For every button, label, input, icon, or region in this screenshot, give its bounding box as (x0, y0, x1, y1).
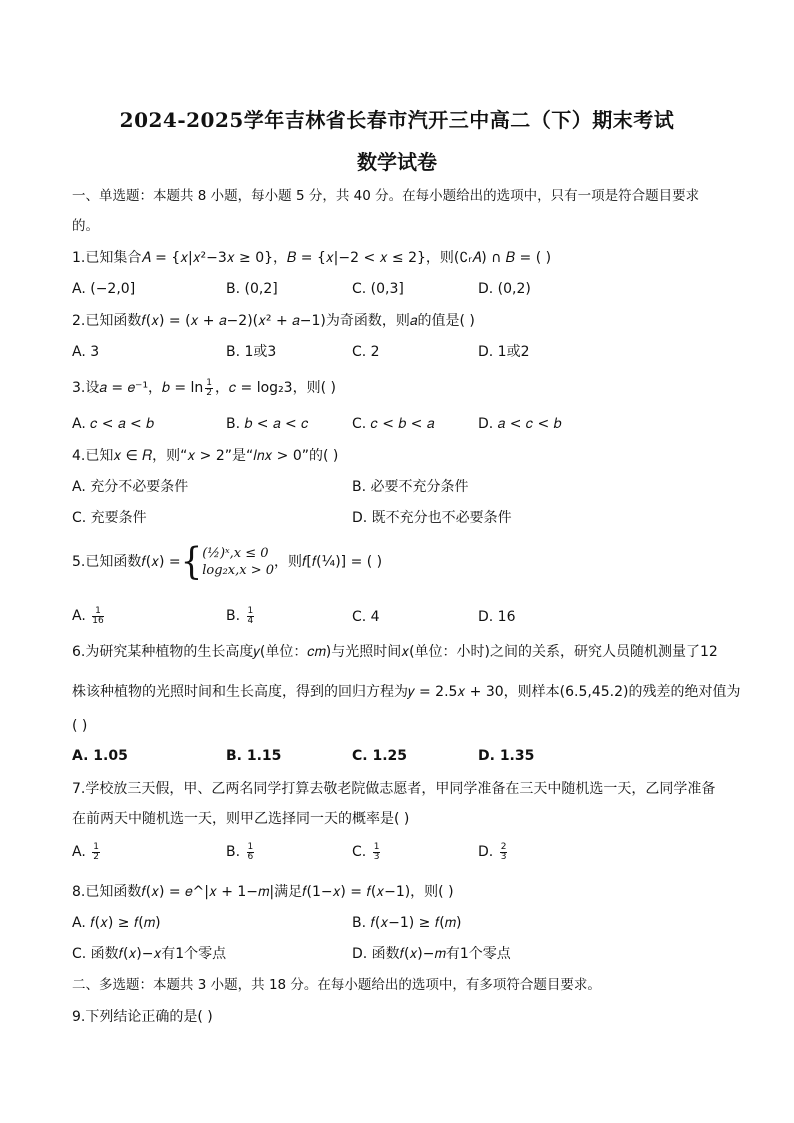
q5-option-b-den: 4 (247, 615, 254, 626)
q5-option-a-label: A. (72, 608, 86, 624)
q4-option-b: B. 必要不充分条件 (352, 479, 469, 495)
q5-option-d: D. 16 (478, 609, 516, 625)
q2-option-a: A. 3 (72, 344, 100, 360)
q1-stem: 1.已知集合𝐴 = {𝑥|𝑥²−3𝑥 ≥ 0}，𝐵 = {𝑥|−2 < 𝑥 ≤ 2}，则(∁ᵣ𝐴) ∩ 𝐵 = ( ) (72, 250, 552, 266)
q6-option-b: B. 1.15 (226, 748, 282, 764)
page-subtitle: 数学试卷 (357, 150, 437, 174)
q9-stem: 9.下列结论正确的是( ) (72, 1009, 213, 1025)
q3-frac-num: 1 (206, 377, 213, 388)
q7-stem-line2: 在前两天中随机选一天，则甲乙选择同一天的概率是( ) (72, 811, 410, 827)
q7-option-d-num: 2 (500, 841, 507, 852)
q7-option-b (226, 842, 256, 862)
q8-option-b: B. 𝑓(𝑥−1) ≥ 𝑓(𝑚) (352, 915, 462, 931)
q3-option-b: B. 𝑏 < 𝑎 < 𝑐 (226, 416, 309, 432)
q7-option-b-frac (247, 843, 255, 862)
q7-option-c-frac (373, 843, 381, 862)
q1-option-c: C. (0,3] (352, 281, 404, 297)
q5-option-b-label: B. (226, 608, 241, 624)
q5-option-b-frac (247, 607, 255, 626)
q7-option-b-label: B. (226, 844, 241, 860)
q3-option-c: C. 𝑐 < 𝑏 < 𝑎 (352, 416, 435, 432)
q5-stem (72, 542, 382, 582)
q7-stem-line1: 7.学校放三天假，甲、乙两名同学打算去敬老院做志愿者，甲同学准备在三天中随机选一天，乙同学准备 (72, 781, 716, 797)
q6-option-d: D. 1.35 (478, 748, 535, 764)
section1-heading-line1: 一、单选题：本题共 8 小题，每小题 5 分，共 40 分。在每小题给出的选项中，只有一项是符合题目要求 (72, 188, 700, 204)
q2-option-d: D. 1或2 (478, 344, 530, 360)
section2-heading: 二、多选题：本题共 3 小题，共 18 分。在每小题给出的选项中，有多项符合题目要求。 (72, 977, 601, 993)
q8-option-a: A. 𝑓(𝑥) ≥ 𝑓(𝑚) (72, 915, 161, 931)
q5-case-1: (½)ˣ,𝑥 ≤ 0 (202, 546, 269, 561)
q3-option-d: D. 𝑎 < 𝑐 < 𝑏 (478, 416, 562, 432)
q5-option-a (72, 606, 106, 626)
q2-stem: 2.已知函数𝑓(𝑥) = (𝑥 + 𝑎−2)(𝑥² + 𝑎−1)为奇函数，则𝑎的值是( ) (72, 313, 475, 329)
q5-option-b-num: 1 (247, 605, 254, 616)
q1-option-d: D. (0,2) (478, 281, 531, 297)
q7-option-a-den: 2 (93, 851, 99, 862)
q7-option-b-num: 1 (247, 841, 254, 852)
q8-stem: 8.已知函数𝑓(𝑥) = 𝑒^|𝑥 + 1−𝑚|满足𝑓(1−𝑥) = 𝑓(𝑥−1)，则( ) (72, 884, 454, 900)
q4-option-a: A. 充分不必要条件 (72, 479, 189, 495)
page-title: 2024-2025学年吉林省长春市汽开三中高二（下）期末考试 (119, 108, 675, 132)
q6-stem-line2: 株该种植物的光照时间和生长高度，得到的回归方程为𝑦 = 2.5𝑥 + 30，则样本(6.5,45.2)的残差的绝对值为 (72, 684, 741, 700)
q7-option-c (352, 842, 382, 862)
q5-option-a-num: 1 (92, 607, 103, 617)
q5-brace: { (180, 540, 203, 584)
q7-option-d (478, 842, 509, 862)
q5-stem-part1: 5.已知函数𝑓(𝑥) = (72, 554, 181, 570)
q4-option-d: D. 既不充分也不必要条件 (352, 510, 512, 526)
q3-stem-part1: 3.设𝑎 = 𝑒⁻¹，𝑏 = ln (72, 380, 204, 396)
q6-option-c: C. 1.25 (352, 748, 408, 764)
q5-option-a-den: 16 (92, 615, 104, 626)
q5-case-2: 𝑙𝑜𝑔₂𝑥,𝑥 > 0 (202, 563, 275, 578)
q7-option-a-frac (92, 843, 100, 862)
q6-stem-line1: 6.为研究某种植物的生长高度𝑦(单位：𝑐𝑚)与光照时间𝑥(单位：小时)之间的关系，研究人员随机测量了12 (72, 644, 718, 660)
q7-option-c-den: 3 (373, 851, 380, 862)
q8-option-c: C. 函数𝑓(𝑥)−𝑥有1个零点 (72, 946, 227, 962)
q8-option-d: D. 函数𝑓(𝑥)−𝑚有1个零点 (352, 946, 511, 962)
q6-stem-line3: ( ) (72, 718, 88, 734)
q6-option-a: A. 1.05 (72, 748, 128, 764)
q2-option-b: B. 1或3 (226, 344, 277, 360)
q3-frac-den: 2 (206, 387, 213, 398)
q7-option-d-frac (500, 843, 508, 862)
q7-option-a-label: A. (72, 844, 86, 860)
q7-option-c-label: C. (352, 844, 367, 860)
q7-option-a (72, 842, 102, 862)
q4-stem: 4.已知𝑥 ∈ 𝑅，则“𝑥 > 2”是“𝑙𝑛𝑥 > 0”的( ) (72, 448, 339, 464)
q3-stem (72, 378, 336, 398)
q1-option-b: B. (0,2] (226, 281, 278, 297)
q5-option-c: C. 4 (352, 609, 380, 625)
q7-option-c-num: 1 (373, 841, 380, 852)
q2-option-c: C. 2 (352, 344, 380, 360)
q1-option-a: A. (−2,0] (72, 281, 136, 297)
q5-option-b (226, 606, 256, 626)
q5-option-a-frac (92, 607, 103, 626)
q4-option-c: C. 充要条件 (72, 510, 147, 526)
q5-piecewise (202, 545, 274, 579)
q7-option-b-den: 6 (247, 851, 254, 862)
q7-option-d-label: D. (478, 844, 494, 860)
section1-heading-line2: 的。 (72, 218, 99, 234)
q3-fraction (205, 379, 213, 398)
q7-option-d-den: 3 (500, 851, 507, 862)
q3-option-a: A. 𝑐 < 𝑎 < 𝑏 (72, 416, 155, 432)
q7-option-a-num: 1 (93, 841, 99, 852)
q3-stem-part2: ，𝑐 = log₂3，则( ) (215, 380, 336, 396)
q5-stem-part2: ，则𝑓[𝑓(¼)] = ( ) (274, 554, 383, 570)
